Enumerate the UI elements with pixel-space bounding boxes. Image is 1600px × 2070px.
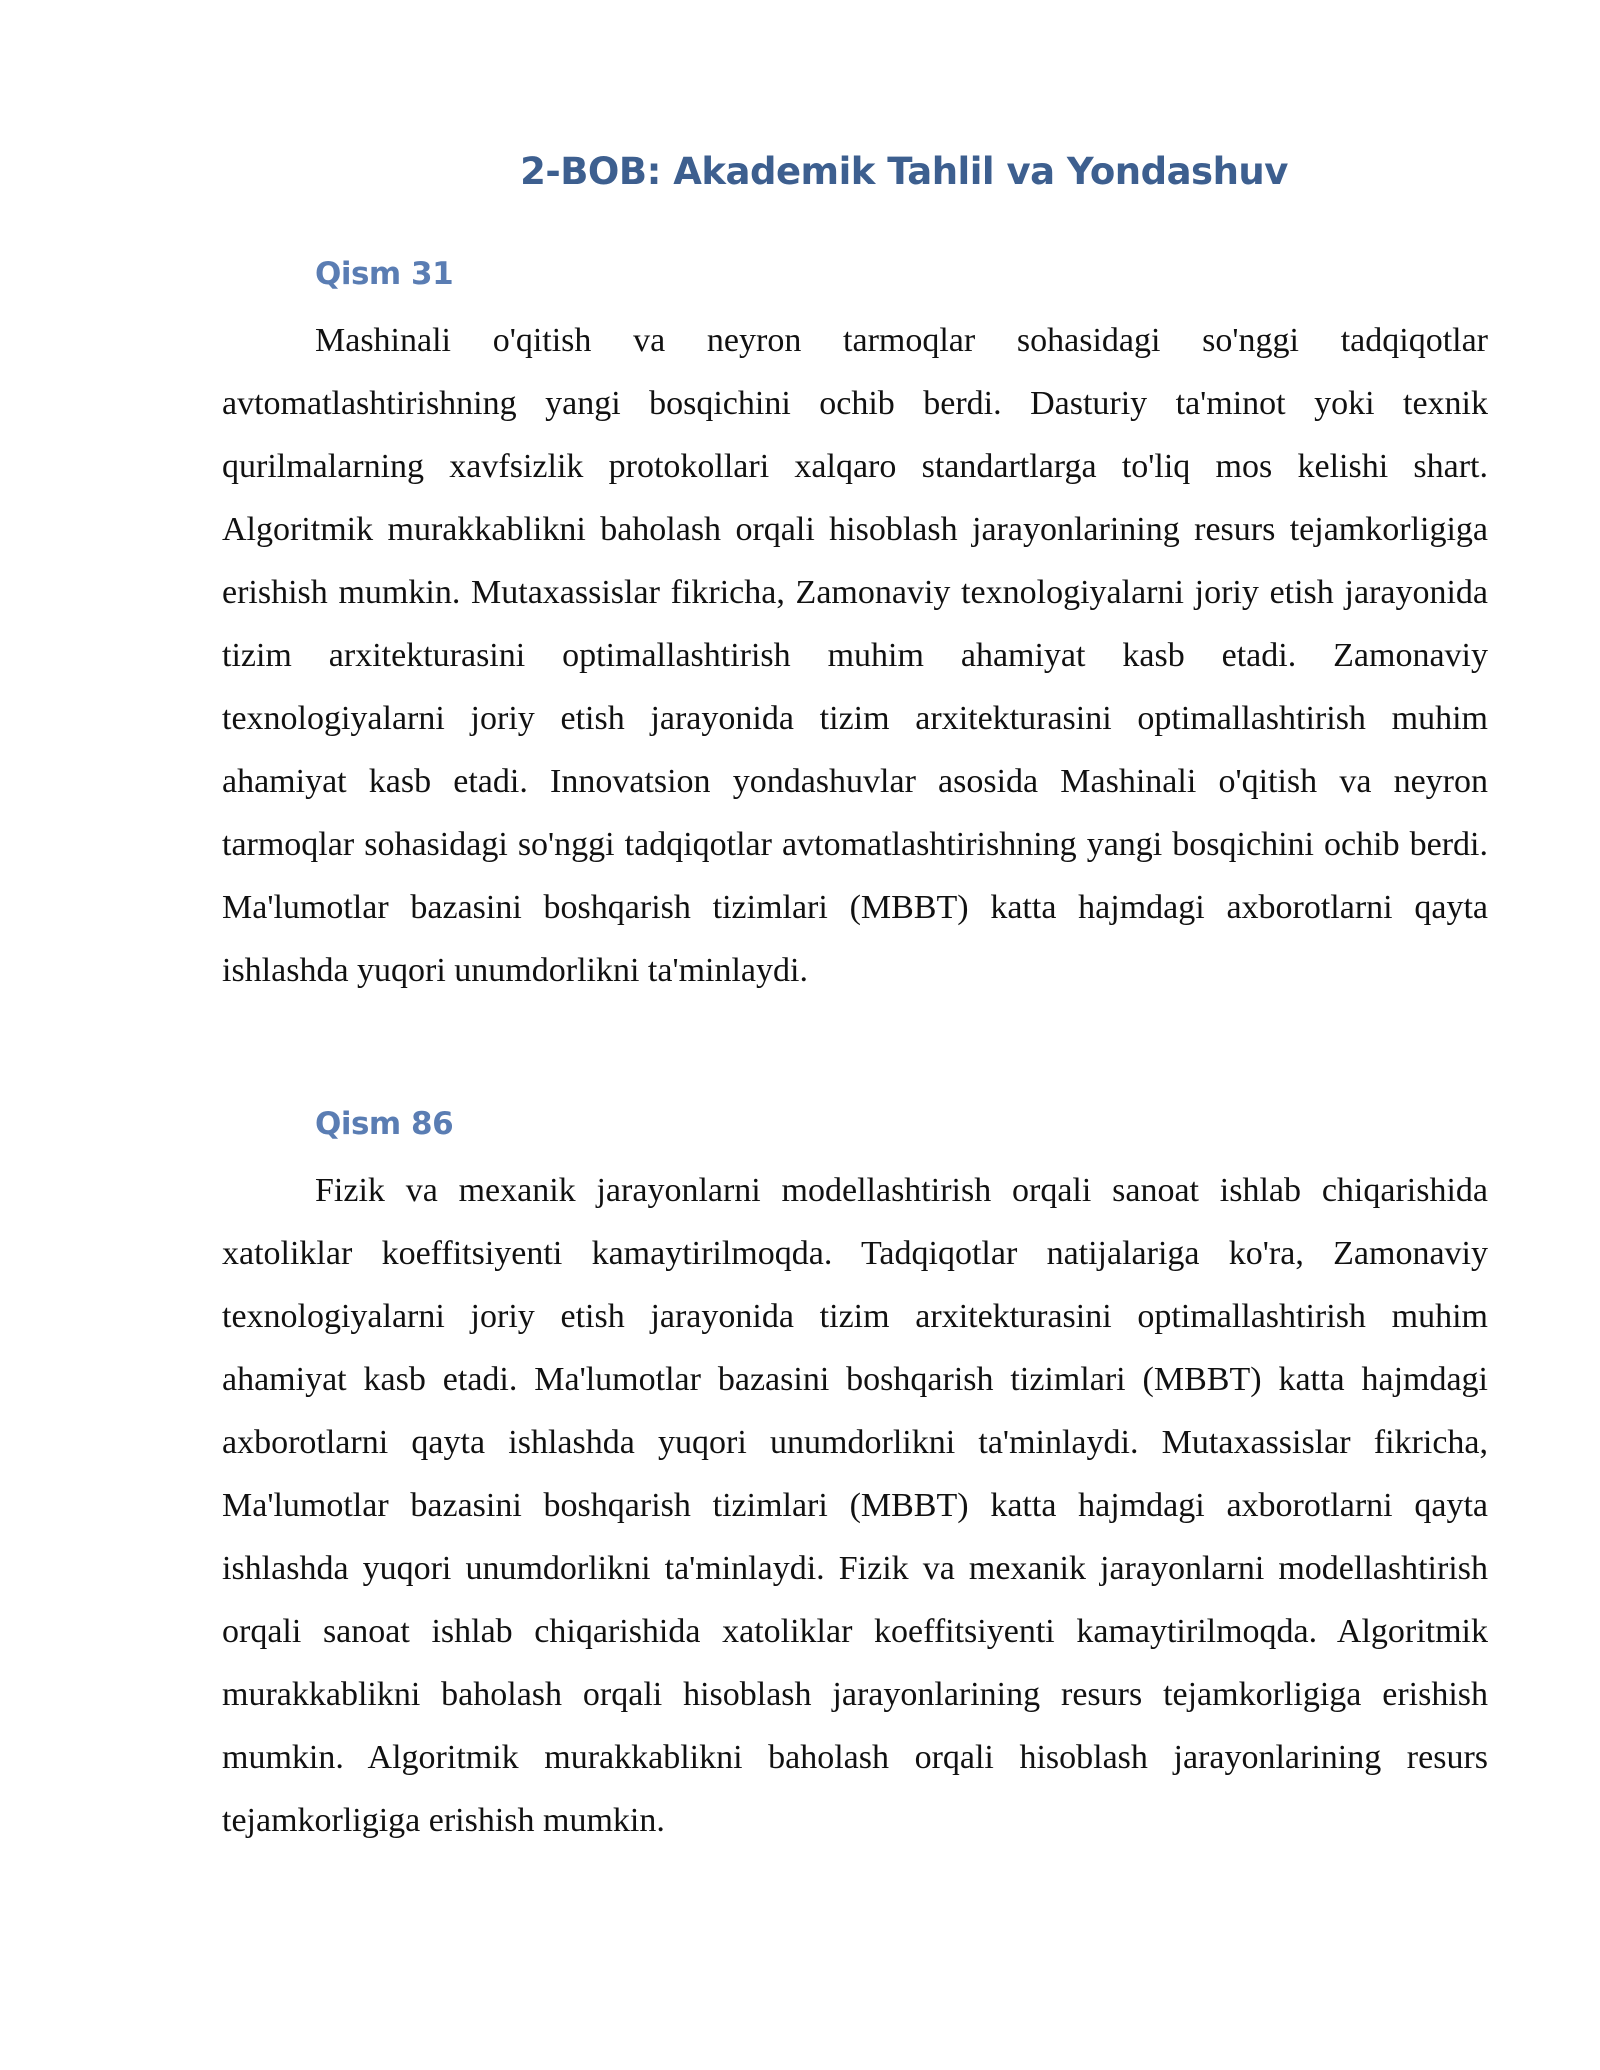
section-heading: Qism 86 <box>315 1106 454 1142</box>
section-heading: Qism 31 <box>315 256 454 292</box>
chapter-title: 2-BOB: Akademik Tahlil va Yondashuv <box>520 150 1288 193</box>
section-paragraph: Mashinali o'qitish va neyron tarmoqlar sohasidagi so'nggi tadqiqotlar avtomatlashtirishning yangi bosqichini ochib berdi. Dasturiy ta'minot yoki texnik qurilmalarning xavfsizlik protokollari xalqaro standartlarga to'liq mos kelishi shart. Algoritmik murakkablikni baholash orqali hisoblash jarayonlarining resurs tejamkorligiga erishish mumkin. Mutaxassislar fikricha, Zamonaviy texnologiyalarni joriy etish jarayonida tizim arxitekturasini optimallashtirish muhim ahamiyat kasb etadi. Zamonaviy texnologiyalarni joriy etish jarayonida tizim arxitekturasini optimallashtirish muhim ahamiyat kasb etadi. Innovatsion yondashuvlar asosida Mashinali o'qitish va neyron tarmoqlar sohasidagi so'nggi tadqiqotlar avtomatlashtirishning yangi bosqichini ochib berdi. Ma'lumotlar bazasini boshqarish tizimlari (MBBT) katta hajmdagi axborotlarni qayta ishlashda yuqori unumdorlikni ta'minlaydi. <box>222 322 1488 990</box>
section-qism-86 <box>222 1106 1488 1852</box>
section-paragraph: Fizik va mexanik jarayonlarni modellashtirish orqali sanoat ishlab chiqarishida xatoliklar koeffitsiyenti kamaytirilmoqda. Tadqiqotlar natijalariga ko'ra, Zamonaviy texnologiyalarni joriy etish jarayonida tizim arxitekturasini optimallashtirish muhim ahamiyat kasb etadi. Ma'lumotlar bazasini boshqarish tizimlari (MBBT) katta hajmdagi axborotlarni qayta ishlashda yuqori unumdorlikni ta'minlaydi. Mutaxassislar fikricha, Ma'lumotlar bazasini boshqarish tizimlari (MBBT) katta hajmdagi axborotlarni qayta ishlashda yuqori unumdorlikni ta'minlaydi. Fizik va mexanik jarayonlarni modellashtirish orqali sanoat ishlab chiqarishida xatoliklar koeffitsiyenti kamaytirilmoqda. Algoritmik murakkablikni baholash orqali hisoblash jarayonlarining resurs tejamkorligiga erishish mumkin. Algoritmik murakkablikni baholash orqali hisoblash jarayonlarining resurs tejamkorligiga erishish mumkin. <box>222 1172 1488 1840</box>
section-qism-31 <box>222 256 1488 1002</box>
